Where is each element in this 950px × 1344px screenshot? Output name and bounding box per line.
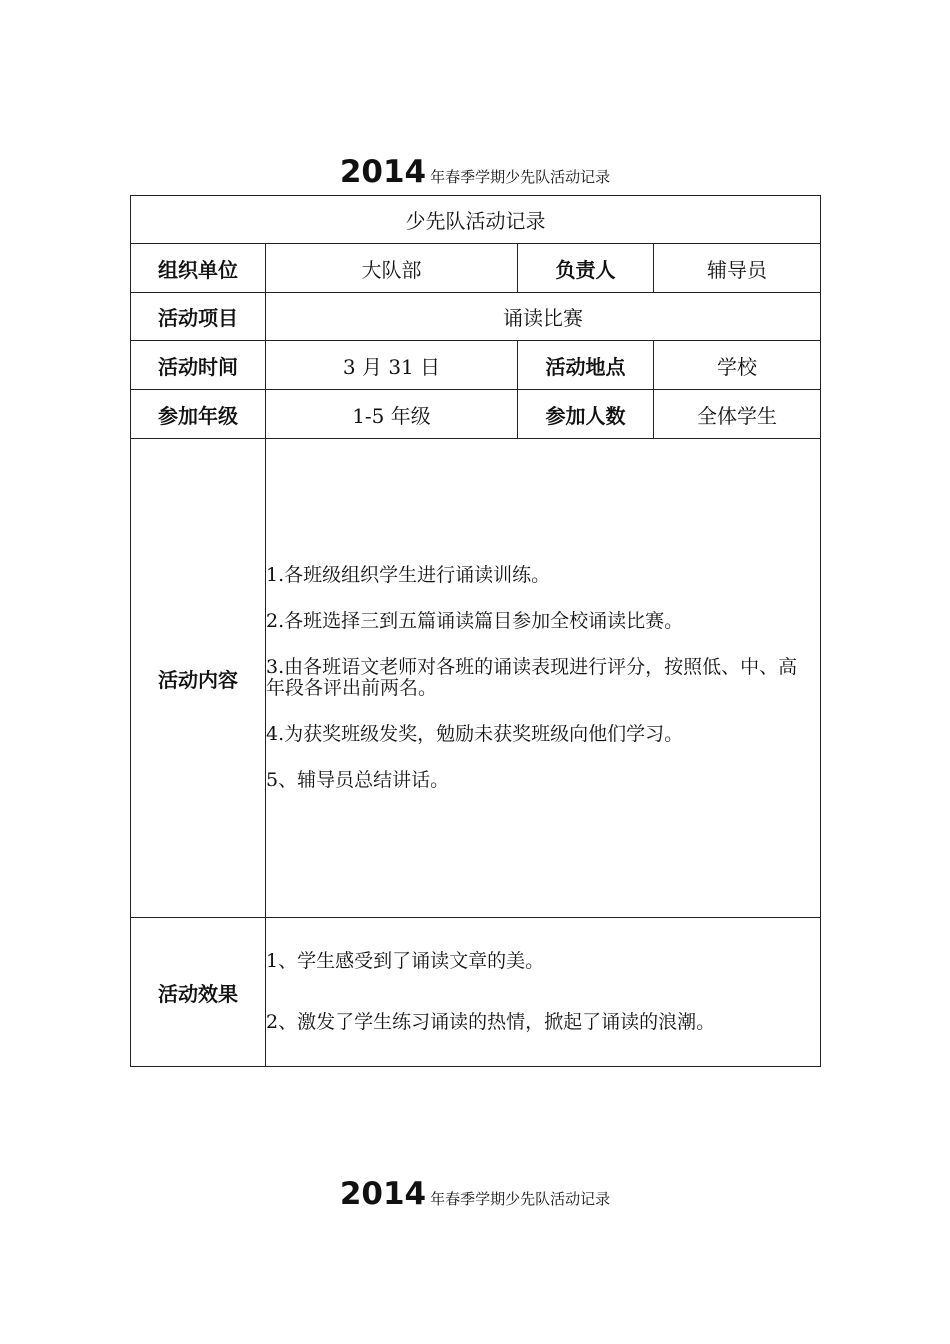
page-title: [0, 154, 950, 190]
content-item-1: 1.各班级组织学生进行诵读训练。: [266, 564, 551, 586]
participants-value: 全体学生: [654, 390, 821, 439]
effect-item-2: 2、激发了学生练习诵读的热情，掀起了诵读的浪潮。: [266, 1011, 716, 1033]
table-row: [131, 244, 821, 293]
table-row: [131, 341, 821, 390]
effect-item-1: 1、学生感受到了诵读文章的美。: [266, 950, 545, 972]
project-value: 诵读比赛: [266, 293, 821, 341]
time-value: 3 月 31 日: [266, 341, 518, 390]
table-row: [131, 293, 821, 341]
leader-label: 负责人: [518, 244, 654, 293]
grade-label: 参加年级: [131, 390, 266, 439]
title-year: 2014: [339, 1176, 427, 1212]
content-label: 活动内容: [131, 439, 266, 918]
grade-value: 1-5 年级: [266, 390, 518, 439]
table-row: [131, 918, 821, 1067]
content-item-4: 4.为获奖班级发奖，勉励未获奖班级向他们学习。: [266, 723, 684, 745]
content-item-5: 5、辅导员总结讲话。: [266, 769, 450, 791]
content-item-2: 2.各班选择三到五篇诵读篇目参加全校诵读比赛。: [266, 610, 684, 632]
effect-list: [266, 951, 820, 1033]
table-header: 少先队活动记录: [131, 196, 821, 244]
content-item-3: 3.由各班语文老师对各班的诵读表现进行评分，按照低、中、高年段各评出前两名。: [266, 656, 798, 699]
time-label: 活动时间: [131, 341, 266, 390]
activity-record-table: [130, 195, 821, 1067]
table-row: [131, 439, 821, 918]
content-list: [266, 565, 820, 791]
project-label: 活动项目: [131, 293, 266, 341]
title-text: 年春季学期少先队活动记录: [430, 1190, 611, 1208]
effect-label: 活动效果: [131, 918, 266, 1067]
content-cell: [266, 439, 821, 918]
leader-value: 辅导员: [654, 244, 821, 293]
table-header-row: [131, 196, 821, 244]
location-value: 学校: [654, 341, 821, 390]
org-label: 组织单位: [131, 244, 266, 293]
location-label: 活动地点: [518, 341, 654, 390]
title-year: 2014: [339, 154, 427, 190]
org-value: 大队部: [266, 244, 518, 293]
title-text: 年春季学期少先队活动记录: [430, 168, 611, 186]
participants-label: 参加人数: [518, 390, 654, 439]
effect-cell: [266, 918, 821, 1067]
page-title-repeat: [0, 1176, 950, 1212]
table-row: [131, 390, 821, 439]
